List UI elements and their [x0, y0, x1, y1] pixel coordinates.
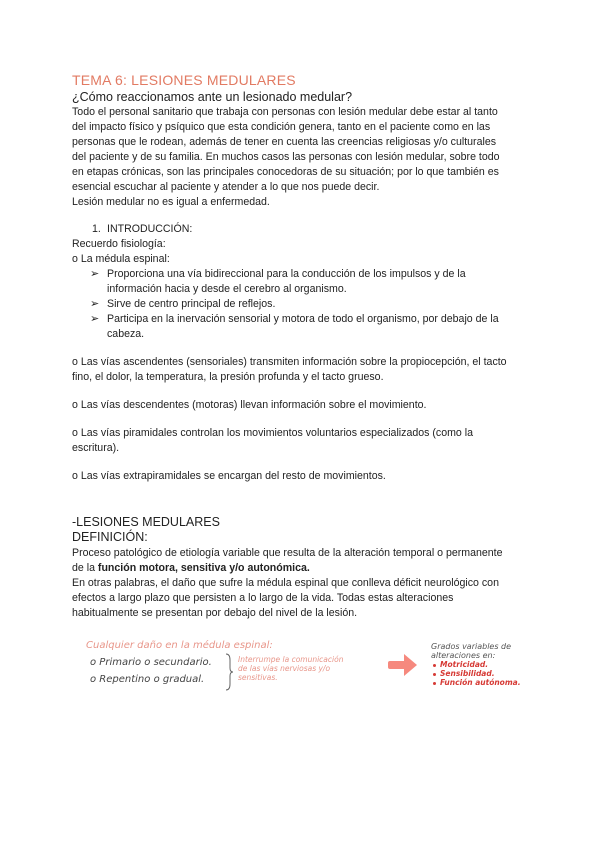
diagram-middle: de las vías nerviosas y/o — [238, 664, 331, 673]
other-line: En otras palabras, el daño que sufre la médula espinal que conlleva déficit neurológico con — [72, 577, 499, 589]
diagram-title: Cualquier daño en la médula espinal: — [86, 640, 273, 651]
intro-question: ¿Cómo reaccionamos ante un lesionado medular? — [72, 90, 353, 104]
bullet-text: cabeza. — [107, 328, 145, 340]
definition-line — [72, 561, 310, 576]
definition-bold: función motora, sensitiva y/o autonómica. — [97, 562, 310, 574]
handwritten-diagram — [86, 640, 536, 710]
via-line: fino, el dolor, la temperatura, la presión profunda y el tacto grueso. — [72, 371, 384, 383]
bullet-dot-icon — [433, 664, 436, 667]
diagram-right-title: alteraciones en: — [431, 651, 496, 660]
intro-line: personas que le rodean, además de tener en cuenta las creencias religiosas y/o culturales — [72, 136, 497, 148]
bullet-dot-icon — [433, 682, 436, 685]
via-line: o Las vías descendentes (motoras) llevan información sobre el movimiento. — [72, 399, 427, 411]
section2-heading: -LESIONES MEDULARES — [72, 515, 220, 529]
diagram-right-item: Sensibilidad. — [440, 669, 495, 678]
diagram-item: o Primario o secundario. — [90, 657, 212, 668]
definicion-label: DEFINICIÓN: — [72, 530, 148, 544]
bullet-text: Sirve de centro principal de reflejos. — [107, 298, 276, 310]
diagram-right-item: Función autónoma. — [440, 678, 521, 687]
arrow-right-icon — [388, 652, 418, 678]
intro-note: Lesión medular no es igual a enfermedad. — [72, 196, 270, 208]
arrow-bullet-icon: ➢ — [90, 313, 100, 325]
arrow-bullet-icon: ➢ — [90, 298, 100, 310]
via-line: escritura). — [72, 442, 120, 454]
diagram-right-item: Motricidad. — [440, 660, 489, 669]
diagram-middle: Interrumpe la comunicación — [238, 655, 344, 664]
definition-line: Proceso patológico de etiología variable que resulta de la alteración temporal o permanente — [72, 547, 503, 559]
bullet-text: información hacia y desde el cerebro al organismo. — [107, 283, 347, 295]
intro-line: Todo el personal sanitario que trabaja con personas con lesión medular debe estar al tanto — [72, 106, 498, 118]
section-heading: INTRODUCCIÓN: — [107, 223, 193, 235]
intro-line: en etapas crónicas, son las principales conocedoras de su situación; por lo que también es — [72, 166, 499, 178]
via-line: o Las vías piramidales controlan los movimientos voluntarios especializados (como la — [72, 427, 473, 439]
medula-label: o La médula espinal: — [72, 253, 170, 265]
intro-line: del paciente y de su familia. En muchos casos las personas con lesión medular, sobre todo — [72, 151, 500, 163]
bullet-dot-icon — [433, 673, 436, 676]
via-line: o Las vías ascendentes (sensoriales) transmiten información sobre la propiocepción, el tacto — [72, 356, 507, 368]
brace-icon — [224, 652, 234, 692]
bullet-text: Proporciona una vía bidireccional para la conducción de los impulsos y de la — [107, 268, 466, 280]
page-title: TEMA 6: LESIONES MEDULARES — [72, 72, 296, 88]
section-number: 1. — [92, 223, 101, 235]
intro-line: del impacto físico y psíquico que esta condición genera, tanto en el paciente como en las — [72, 121, 491, 133]
bullet-text: Participa en la inervación sensorial y motora de todo el organismo, por debajo de la — [107, 313, 499, 325]
definition-text: de la — [72, 562, 98, 574]
diagram-item: o Repentino o gradual. — [90, 674, 205, 685]
intro-line: esencial escuchar al paciente y atender a lo que nos puede decir. — [72, 181, 380, 193]
recuerdo-label: Recuerdo fisiología: — [72, 238, 166, 250]
via-line: o Las vías extrapiramidales se encargan del resto de movimientos. — [72, 470, 386, 482]
other-line: efectos a largo plazo que persisten a lo largo de la vida. Todas estas alteraciones — [72, 592, 454, 604]
diagram-right-title: Grados variables de — [431, 642, 512, 651]
arrow-bullet-icon: ➢ — [90, 268, 100, 280]
diagram-middle: sensitivas. — [238, 673, 278, 682]
other-line: habitualmente se presentan por debajo del nivel de la lesión. — [72, 607, 358, 619]
